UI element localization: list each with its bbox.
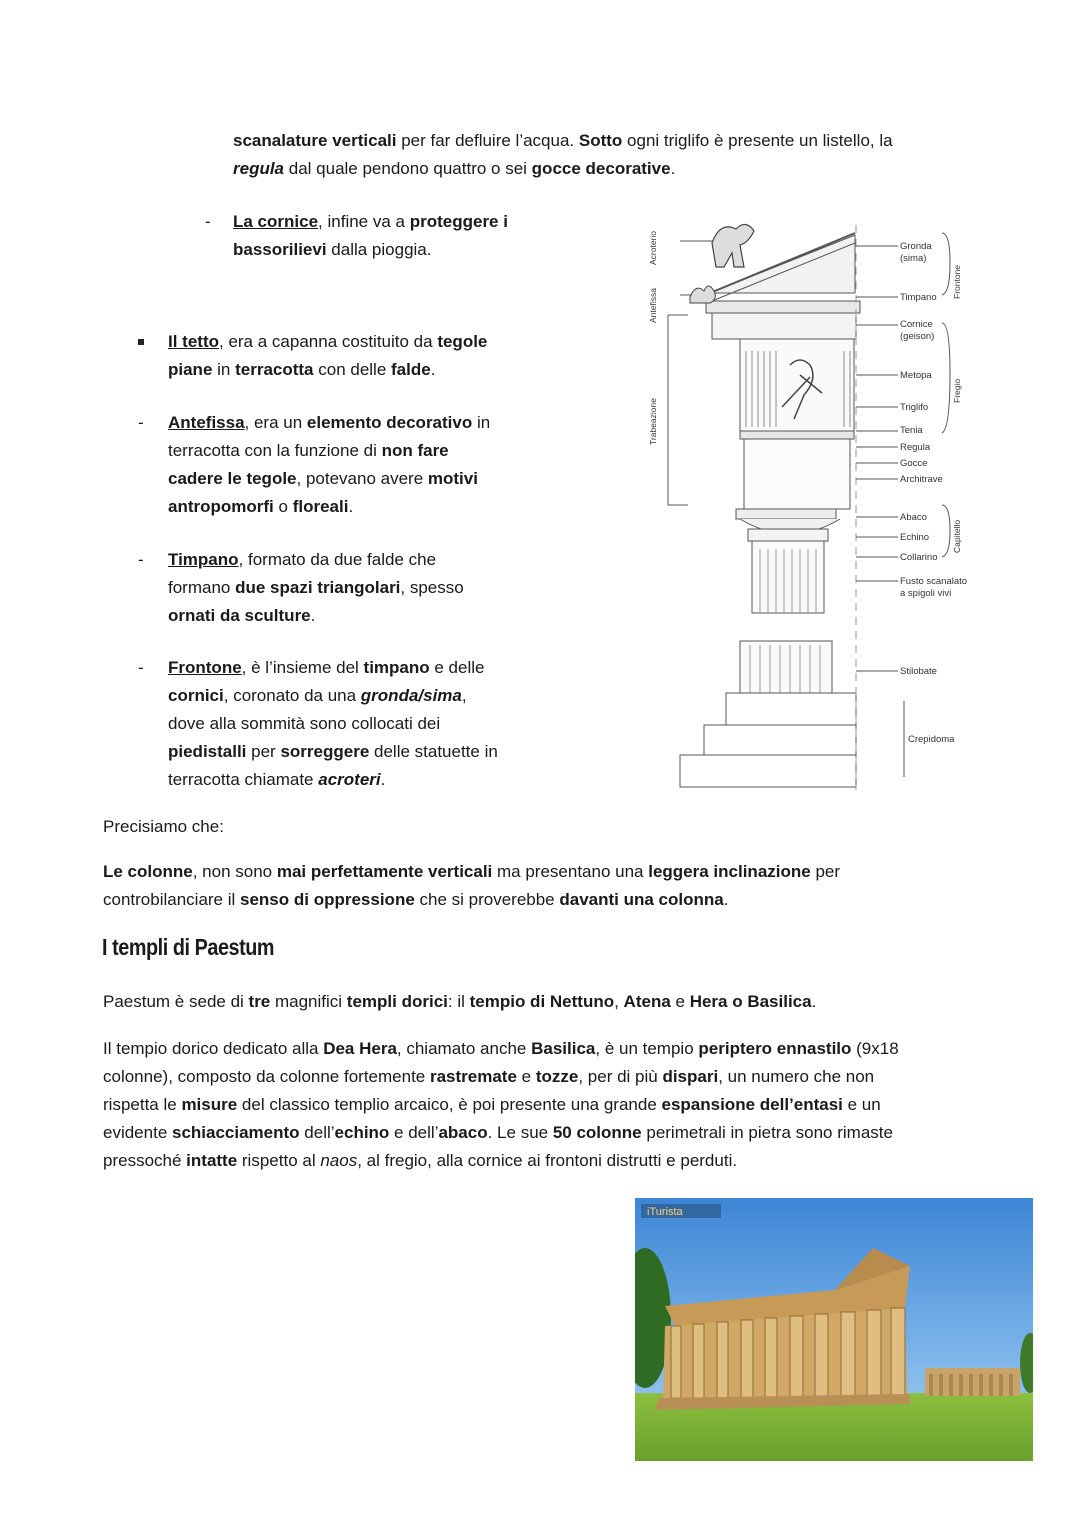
label-abaco: Abaco xyxy=(900,512,927,523)
antefissa-line-1: Antefissa, era un elemento decorativo in xyxy=(168,413,491,432)
label-spigoli: a spigoli vivi xyxy=(900,588,952,599)
label-echino: Echino xyxy=(900,532,930,543)
colonne-line-2: controbilanciare il senso di oppressione che si proverebbe davanti una colonna. xyxy=(103,890,729,909)
label-fusto: Fusto scanalato xyxy=(900,576,968,587)
label-regula: Regula xyxy=(900,442,931,453)
label-cornice: Cornice xyxy=(900,319,933,330)
watermark-text: iTurista xyxy=(647,1206,683,1218)
frontone-line-1: Frontone, è l’insieme del timpano e delle xyxy=(168,658,485,677)
label-frontone: Frontone xyxy=(952,264,962,299)
dash-marker: - xyxy=(138,550,144,569)
dash-marker: - xyxy=(138,658,144,677)
tetto-line-2: piane in terracotta con delle falde. xyxy=(168,360,436,379)
dash-marker: - xyxy=(138,413,144,432)
crepidoma-step xyxy=(704,725,856,755)
label-fregio: Fregio xyxy=(952,378,962,403)
hera-line-5: pressoché intatte rispetto al naos, al fregio, alla cornice ai frontoni distrutti e perduti. xyxy=(103,1151,738,1170)
label-tenia: Tenia xyxy=(900,425,923,436)
hera-line-2: colonne), composto da colonne fortemente rastremate e tozze, per di più dispari, un numero che non xyxy=(103,1067,875,1086)
intro-line-1: scanalature verticali per far defluire l’acqua. Sotto ogni triglifo è presente un listello, la xyxy=(233,131,893,150)
frieze-shape xyxy=(740,339,854,431)
cornice-shape xyxy=(706,301,860,313)
label-antefissa: Antefissa xyxy=(648,288,658,323)
label-timpano: Timpano xyxy=(900,292,937,303)
label-gronda: Gronda xyxy=(900,241,932,252)
label-gocce: Gocce xyxy=(900,458,928,469)
frontone-line-4: piedistalli per sorreggere delle statuette in xyxy=(168,742,498,761)
stylobate-step xyxy=(726,693,856,725)
crepidoma-step xyxy=(680,755,856,787)
cornice-line-1: La cornice, infine va a proteggere i xyxy=(233,212,508,231)
label-geison: (geison) xyxy=(900,331,935,342)
antefix-ornament xyxy=(690,286,715,303)
shaft-shape xyxy=(752,541,824,613)
paestum-paragraph: Paestum è sede di tre magnifici templi dorici: il tempio di Nettuno, Atena e Hera o Basilica. xyxy=(103,992,817,1011)
antefissa-line-2: terracotta con la funzione di non fare xyxy=(168,441,449,460)
label-sima: (sima) xyxy=(900,253,927,264)
label-acroterio: Acroterio xyxy=(648,230,658,265)
label-crepidoma: Crepidoma xyxy=(908,734,955,745)
doric-order-diagram xyxy=(640,205,980,795)
frontone-line-2: cornici, coronato da una gronda/sima, xyxy=(168,686,467,705)
antefissa-line-3: cadere le tegole, potevano avere motivi xyxy=(168,469,478,488)
hera-line-1: Il tempio dorico dedicato alla Dea Hera, chiamato anche Basilica, è un tempio periptero ennastilo (9x18 xyxy=(103,1039,899,1058)
hera-line-3: rispetta le misure del classico templio arcaico, è poi presente una grande espansione dell’entasi e un xyxy=(103,1095,881,1114)
intro-line-2: regula dal quale pendono quattro o sei gocce decorative. xyxy=(233,159,676,178)
architrave-shape xyxy=(744,439,850,509)
hera-line-4: evidente schiacciamento dell’echino e dell’abaco. Le sue 50 colonne perimetrali in pietra sono rimaste xyxy=(103,1123,893,1142)
label-capitello: Capitello xyxy=(952,519,962,553)
temple-photo xyxy=(635,1198,1033,1461)
timpano-line-3: ornati da sculture. xyxy=(168,606,316,625)
label-trabeazione: Trabeazione xyxy=(648,398,658,445)
abacus-shape xyxy=(736,509,836,519)
cornice-line-2: bassorilievi dalla pioggia. xyxy=(233,240,432,259)
label-architrave: Architrave xyxy=(900,474,943,485)
tetto-line-1: Il tetto, era a capanna costituito da tegole xyxy=(168,332,488,351)
tenia-shape xyxy=(740,431,854,439)
colonne-line-1: Le colonne, non sono mai perfettamente verticali ma presentano una leggera inclinazione per xyxy=(103,862,841,881)
timpano-line-1: Timpano, formato da due falde che xyxy=(168,550,437,569)
label-triglifo: Triglifo xyxy=(900,402,929,413)
antefissa-line-4: antropomorfi o floreali. xyxy=(168,497,354,516)
label-collarino: Collarino xyxy=(900,552,938,563)
frontone-line-5: terracotta chiamate acroteri. xyxy=(168,770,386,789)
griffin-acroterion xyxy=(712,224,754,267)
label-metopa: Metopa xyxy=(900,370,932,381)
precisiamo-text: Precisiamo che: xyxy=(103,817,224,836)
frontone-line-3: dove alla sommità sono collocati dei xyxy=(168,714,441,733)
timpano-line-2: formano due spazi triangolari, spesso xyxy=(168,578,464,597)
label-stilobate: Stilobate xyxy=(900,666,937,677)
section-heading: I templi di Paestum xyxy=(102,934,275,960)
dash-marker: - xyxy=(205,212,211,231)
square-bullet-icon xyxy=(138,339,144,345)
